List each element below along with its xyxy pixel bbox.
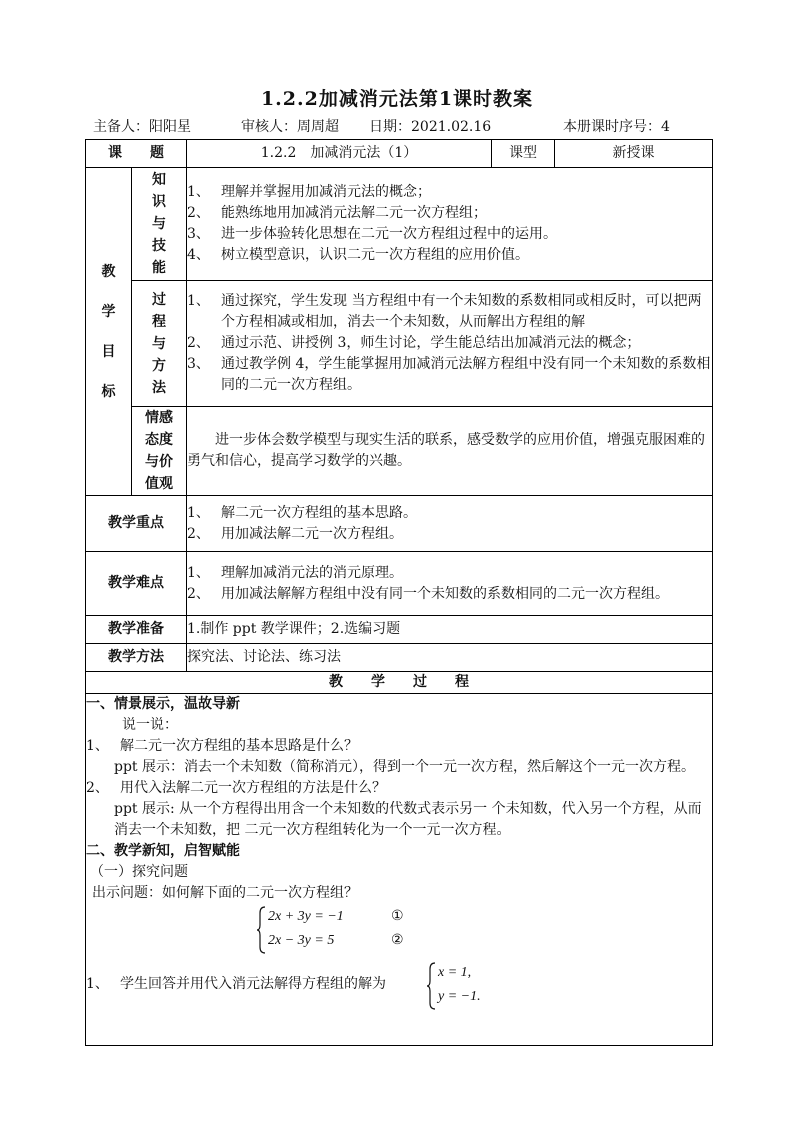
type-value: 新授课	[555, 140, 713, 168]
process-goals	[187, 281, 713, 407]
topic-row	[86, 140, 713, 168]
sub-heading: （一）探究问题	[90, 864, 188, 880]
list-item: 1、 理解加减消元法的消元原理。	[187, 564, 403, 581]
difficulties	[187, 552, 713, 616]
equation-2: 2x − 3y = 5	[268, 933, 335, 948]
brace-icon	[256, 906, 266, 954]
process-method-label: 过 程 与 方 法	[132, 281, 187, 407]
list-item: 2、 用加减法解二元一次方程组。	[187, 525, 403, 542]
problem-prompt: 出示问题：如何解下面的二元一次方程组？	[92, 885, 358, 901]
list-item: 4、 树立模型意识，认识二元一次方程组的应用价值。	[187, 247, 529, 263]
brace-icon	[426, 962, 436, 1010]
list-item: 3、 进一步体验转化思想在二元一次方程组过程中的运用。	[187, 226, 557, 242]
list-item: 1、 理解并掌握用加减消元法的概念；	[187, 184, 431, 200]
goal-knowledge-row	[86, 168, 713, 281]
emotion-goal: 进一步体会数学模型与现实生活的联系，感受数学的应用价值，增强克服困难的勇气和信心，提高学习数学的兴趣。	[187, 407, 713, 496]
topic-value: 1.2.2 加减消元法（1）	[187, 140, 492, 168]
list-item: 2、 用加减法解解方程组中没有同一个未知数的系数相同的二元一次方程组。	[187, 585, 669, 602]
key-points-label: 教学重点	[86, 496, 187, 552]
key-points	[187, 496, 713, 552]
preparer: 主备人：阳阳星	[93, 119, 191, 135]
process-body-row	[86, 694, 713, 1046]
section-heading: 二、教学新知，启智赋能	[86, 843, 240, 859]
equation-1: 2x + 3y = −1	[268, 909, 344, 924]
list-item: 3、 通过教学例 4，学生能掌握用加减消元法解方程组中没有同一个未知数的系数相同的二元一次方程组。	[187, 356, 711, 393]
methods-text: 探究法、讨论法、练习法	[187, 644, 713, 672]
key-points-row	[86, 496, 713, 552]
solution-text: 学生回答并用代入消元法解得方程组的解为	[120, 976, 386, 992]
question-2: 2、 用代入法解二元一次方程组的方法是什么？	[86, 780, 386, 796]
methods-row	[86, 644, 713, 672]
process-header: 教 学 过 程	[86, 672, 713, 694]
preparation-label: 教学准备	[86, 616, 187, 644]
process-body	[86, 694, 713, 1046]
reviewer: 审核人：周周超	[241, 119, 339, 135]
solution-y: y = −1.	[438, 989, 481, 1004]
section-heading: 一、情景展示，温故导新	[86, 696, 240, 712]
preparation-row	[86, 616, 713, 644]
methods-label: 教学方法	[86, 644, 187, 672]
preparation-text: 1.制作 ppt 教学课件；2.选编习题	[187, 616, 713, 644]
answer-2: ppt 展示: 从一个方程得出用含一个未知数的代数式表示另一 个未知数，代入另一个方程，从而消去一个未知数，把 二元一次方程组转化为一个一元一次方程。	[114, 801, 702, 838]
knowledge-goals	[187, 168, 713, 281]
equation-1-mark: ①	[391, 908, 404, 924]
answer-1: ppt 展示：消去一个未知数（简称消元），得到一个一元一次方程，然后解这个一元一次方程。	[114, 759, 695, 775]
meta-line	[93, 118, 713, 136]
knowledge-label: 知 识 与 技 能	[132, 168, 187, 281]
lesson-plan-table	[85, 139, 713, 1046]
goal-emotion-row	[86, 407, 713, 496]
type-label: 课型	[492, 140, 555, 168]
goals-label: 教 学 目 标	[86, 168, 132, 496]
emotion-label: 情感 态度 与价 值观	[132, 407, 187, 496]
difficulties-row	[86, 552, 713, 616]
solution-x: x = 1,	[438, 965, 472, 980]
topic-label: 课 题	[86, 140, 187, 168]
say-prompt: 说一说：	[122, 717, 178, 733]
list-item: 1、 解二元一次方程组的基本思路。	[187, 504, 417, 521]
process-header-row	[86, 672, 713, 694]
page-title: 1.2.2加减消元法第1课时教案	[260, 88, 534, 110]
equation-2-mark: ②	[391, 932, 404, 948]
date: 日期：2021.02.16	[369, 119, 492, 135]
question-1: 1、 解二元一次方程组的基本思路是什么？	[86, 738, 358, 754]
serial-number: 本册课时序号：4	[563, 119, 670, 135]
difficulties-label: 教学难点	[86, 552, 187, 616]
equation-system	[86, 904, 712, 956]
list-item: 2、 能熟练地用加减消元法解二元一次方程组；	[187, 205, 487, 221]
goal-process-row	[86, 281, 713, 407]
list-item: 2、 通过示范、讲授例 3，师生讨论，学生能总结出加减消元法的概念；	[187, 335, 641, 351]
solution-line: 1、 学生回答并用代入消元法解得方程组的解为 x = 1, y = −1.	[86, 960, 712, 1012]
list-item: 1、 通过探究，学生发现 当方程组中有一个未知数的系数相同或相反时，可以把两个方程相减或相加，消去一个未知数，从而解出方程组的解	[187, 293, 702, 330]
